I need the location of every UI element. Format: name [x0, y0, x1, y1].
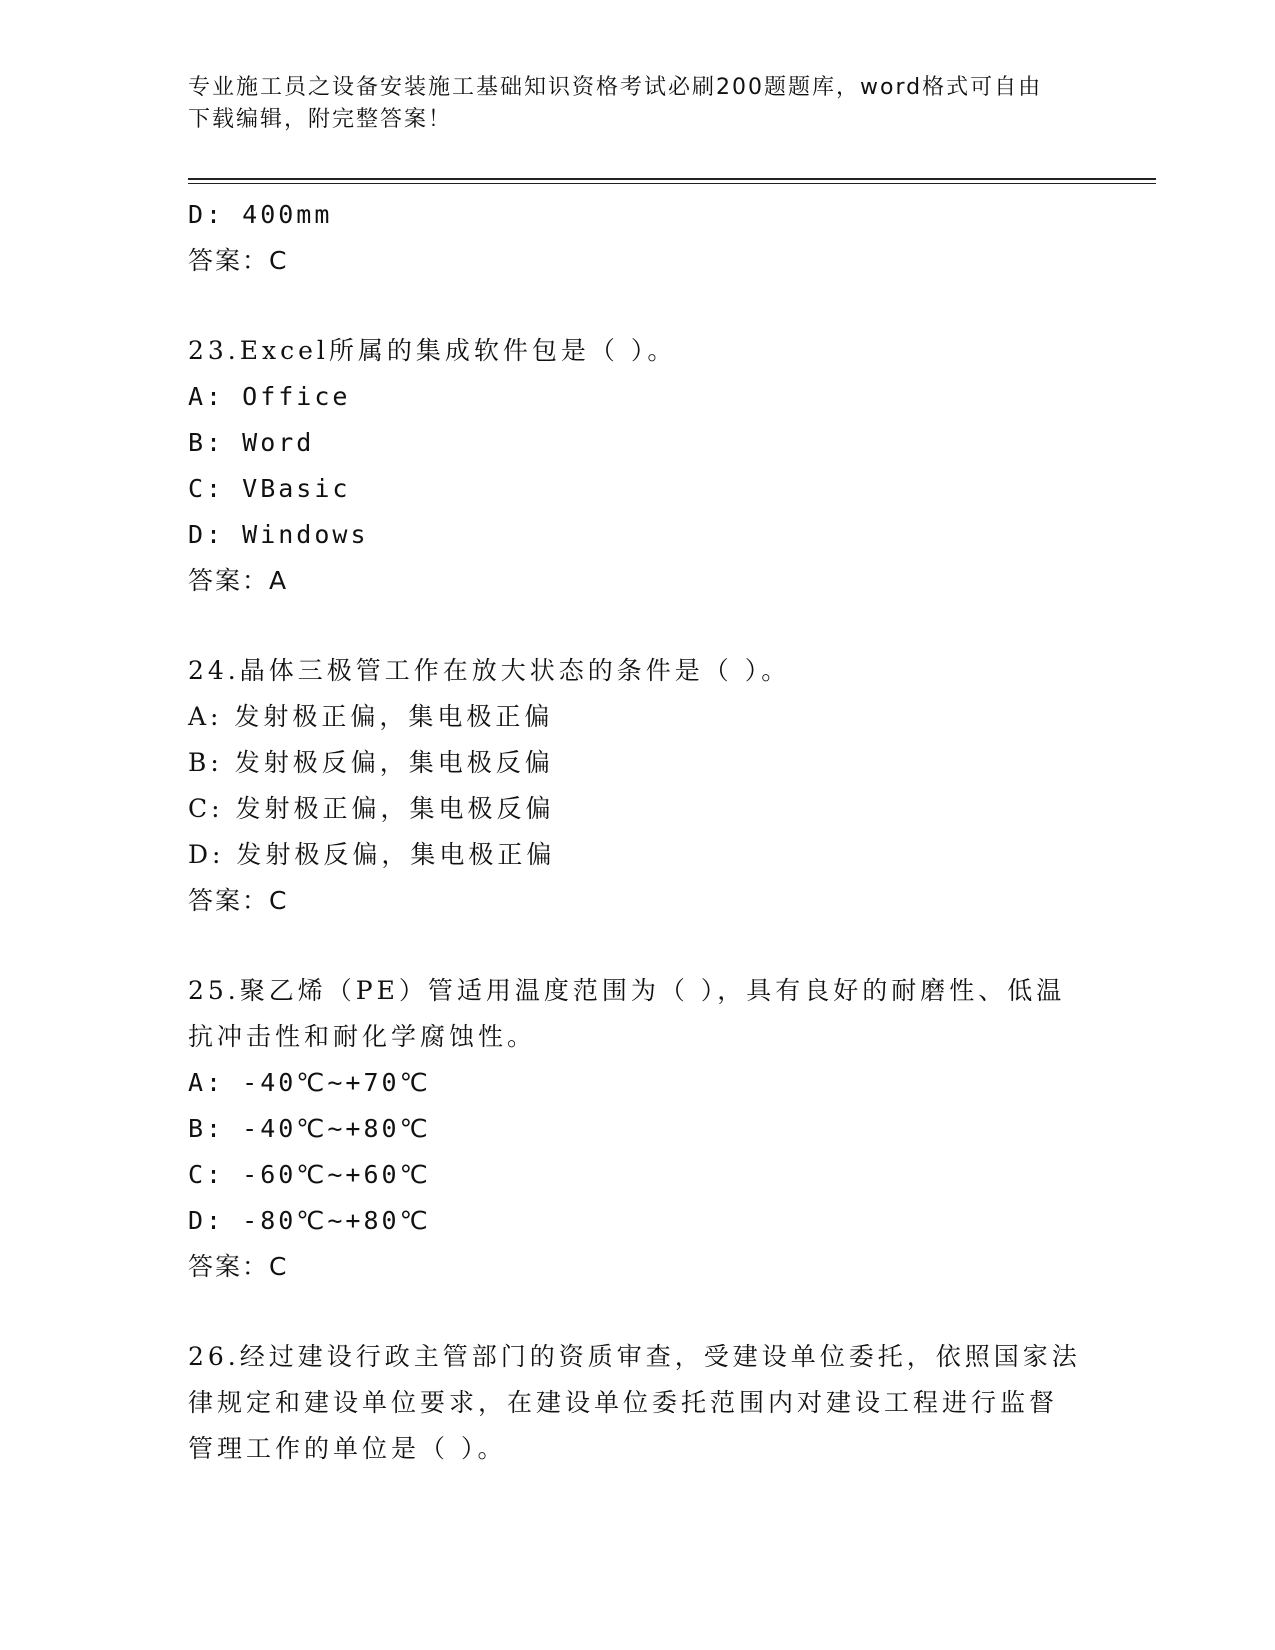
question-26 — [188, 1334, 1088, 1472]
question-22 — [188, 192, 1088, 284]
header-line-2: 下载编辑，附完整答案！ — [188, 107, 453, 132]
option-d: D: 400mm — [188, 200, 333, 229]
header-divider-thick — [188, 178, 1156, 180]
question-list — [188, 192, 1088, 1472]
option-b: B: Word — [188, 428, 315, 457]
question-stem: 24.晶体三极管工作在放大状态的条件是（ ）。 — [188, 656, 791, 685]
question-24 — [188, 648, 1088, 924]
option-a: A: -40℃~+70℃ — [188, 1068, 431, 1097]
option-a: A: Office — [188, 382, 351, 411]
question-23 — [188, 328, 1088, 604]
option-c: C: 发射极正偏，集电极反偏 — [188, 794, 555, 823]
answer-line: 答案：A — [188, 566, 289, 595]
option-d: D: 发射极反偏，集电极正偏 — [188, 840, 556, 869]
option-a: A: 发射极正偏，集电极正偏 — [188, 702, 554, 731]
document-header — [188, 72, 1078, 136]
option-b: B: 发射极反偏，集电极反偏 — [188, 748, 554, 777]
option-d: D: -80℃~+80℃ — [188, 1206, 431, 1235]
option-c: C: -60℃~+60℃ — [188, 1160, 431, 1189]
question-stem: 23.Excel所属的集成软件包是（ ）。 — [188, 336, 677, 365]
question-25 — [188, 968, 1088, 1290]
option-d: D: Windows — [188, 520, 369, 549]
question-stem-line-2: 抗冲击性和耐化学腐蚀性。 — [188, 1022, 537, 1051]
header-line-1: 专业施工员之设备安装施工基础知识资格考试必刷200题题库，word格式可自由 — [188, 75, 1043, 100]
option-b: B: -40℃~+80℃ — [188, 1114, 431, 1143]
question-stem-line-1: 26.经过建设行政主管部门的资质审查，受建设单位委托，依照国家法 — [188, 1342, 1081, 1371]
question-stem-line-1: 25.聚乙烯（PE）管适用温度范围为（ ），具有良好的耐磨性、低温 — [188, 976, 1066, 1005]
answer-line: 答案：C — [188, 246, 289, 275]
answer-line: 答案：C — [188, 886, 289, 915]
option-c: C: VBasic — [188, 474, 351, 503]
answer-line: 答案：C — [188, 1252, 289, 1281]
header-divider-thin — [188, 183, 1156, 184]
question-stem-line-2: 律规定和建设单位要求，在建设单位委托范围内对建设工程进行监督 — [188, 1388, 1059, 1417]
question-stem-line-3: 管理工作的单位是（ ）。 — [188, 1434, 507, 1463]
